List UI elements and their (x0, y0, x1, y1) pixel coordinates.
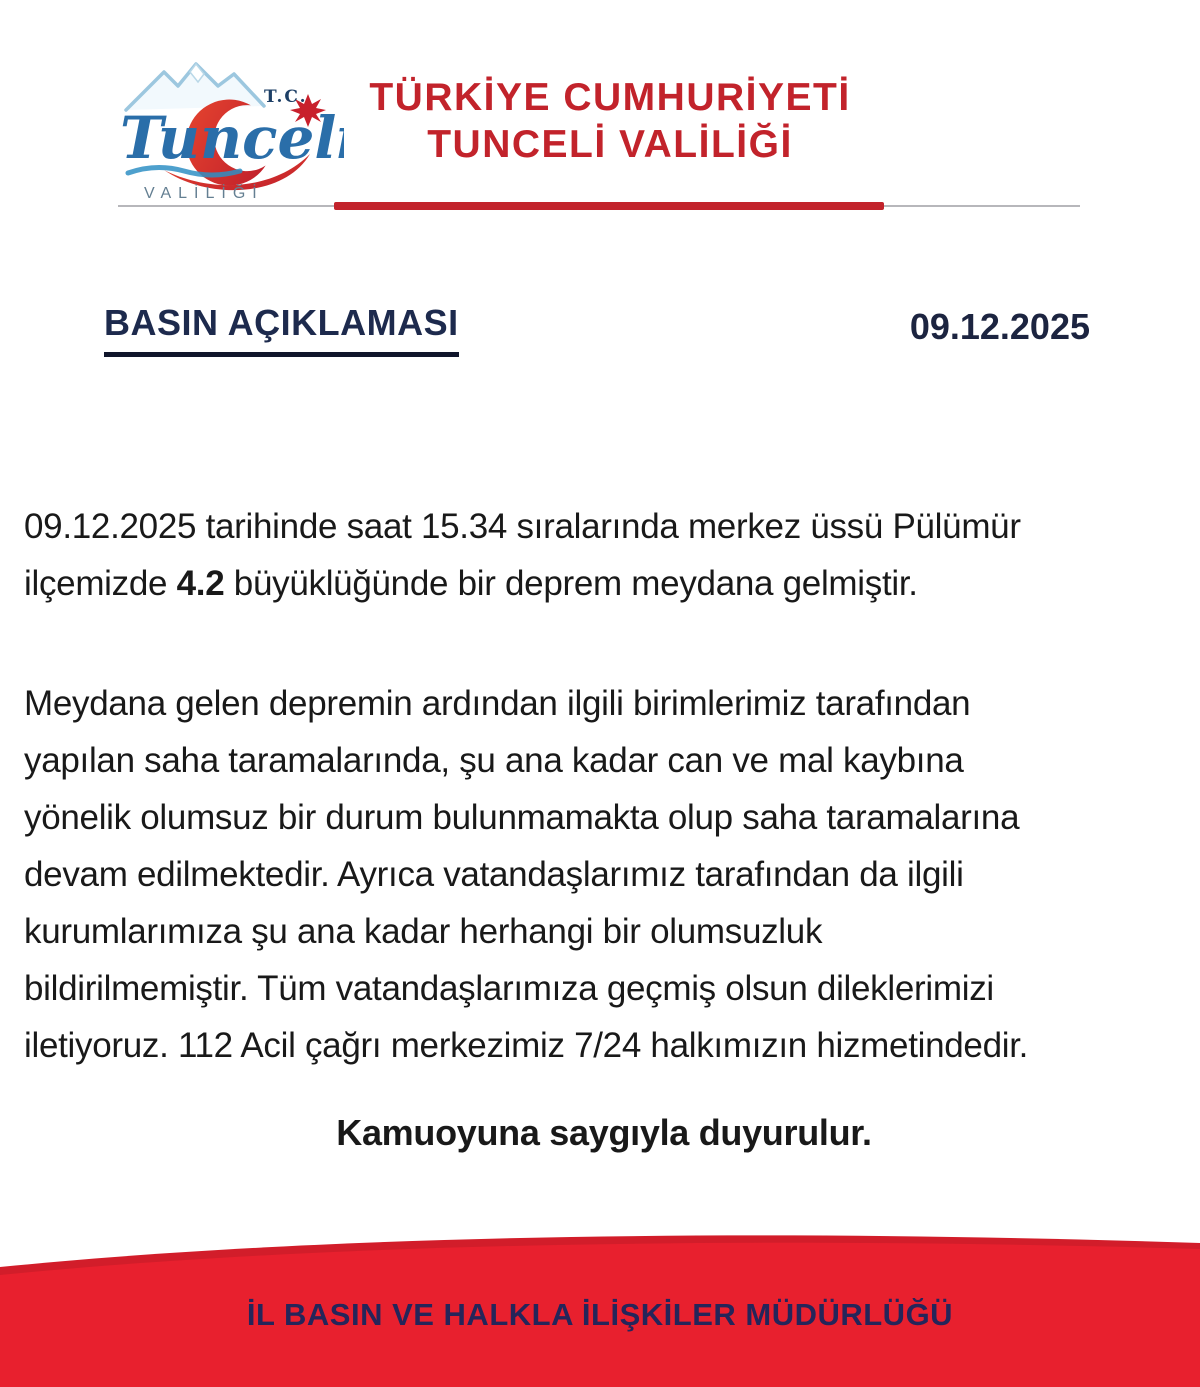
logo-subtitle-text: VALİLİĞİ (144, 185, 264, 202)
paragraph-2-line: yönelik olumsuz bir durum bulunmamakta olup saha taramalarına (24, 798, 1020, 837)
paragraph-2-line: kurumlarımıza şu ana kadar herhangi bir olumsuzluk (24, 912, 823, 951)
paragraph-2-line: yapılan saha taramalarında, şu ana kadar can ve mal kaybına (24, 741, 964, 780)
paragraph-1-line (24, 555, 1184, 612)
paragraph-1-line: 09.12.2025 tarihinde saat 15.34 sıralarında merkez üssü Pülümür (24, 507, 1021, 546)
paragraph-2-line: bildirilmemiştir. Tüm vatandaşlarımıza geçmiş olsun dileklerimizi (24, 969, 994, 1008)
press-release-body (24, 498, 1184, 1161)
closing-statement: Kamuoyuna saygıyla duyurulur. (336, 1112, 872, 1153)
paragraph-1-text: ilçemizde (24, 564, 177, 603)
header-divider-red-segment (334, 202, 884, 210)
logo-tc-text: T.C. (264, 87, 308, 107)
press-release-label: BASIN AÇIKLAMASI (104, 302, 459, 357)
logo-name-text: Tunceli (120, 104, 344, 172)
footer-department: İL BASIN VE HALKLA İLİŞKİLER MÜDÜRLÜĞÜ (246, 1297, 954, 1332)
paragraph-2-line: Meydana gelen depremin ardından ilgili birimlerimiz tarafından (24, 684, 971, 723)
paragraph-2 (24, 675, 1184, 1074)
paragraph-1-text: büyüklüğünde bir deprem meydana gelmiştir. (224, 564, 918, 603)
agency-title-line2: TUNCELİ VALİLİĞİ (427, 123, 793, 166)
paragraph-1 (24, 498, 1184, 612)
paragraph-2-line: iletiyoruz. 112 Acil çağrı merkezimiz 7/24 halkımızın hizmetindedir. (24, 1026, 1029, 1065)
header-divider (118, 205, 1080, 207)
press-release-date: 09.12.2025 (909, 306, 1090, 347)
agency-title (300, 74, 920, 168)
magnitude-value: 4.2 (176, 564, 225, 603)
agency-title-line1: TÜRKİYE CUMHURİYETİ (369, 76, 851, 119)
footer-banner (0, 1235, 1200, 1387)
paragraph-2-line: devam edilmektedir. Ayrıca vatandaşlarımız tarafından da ilgili (24, 855, 964, 894)
